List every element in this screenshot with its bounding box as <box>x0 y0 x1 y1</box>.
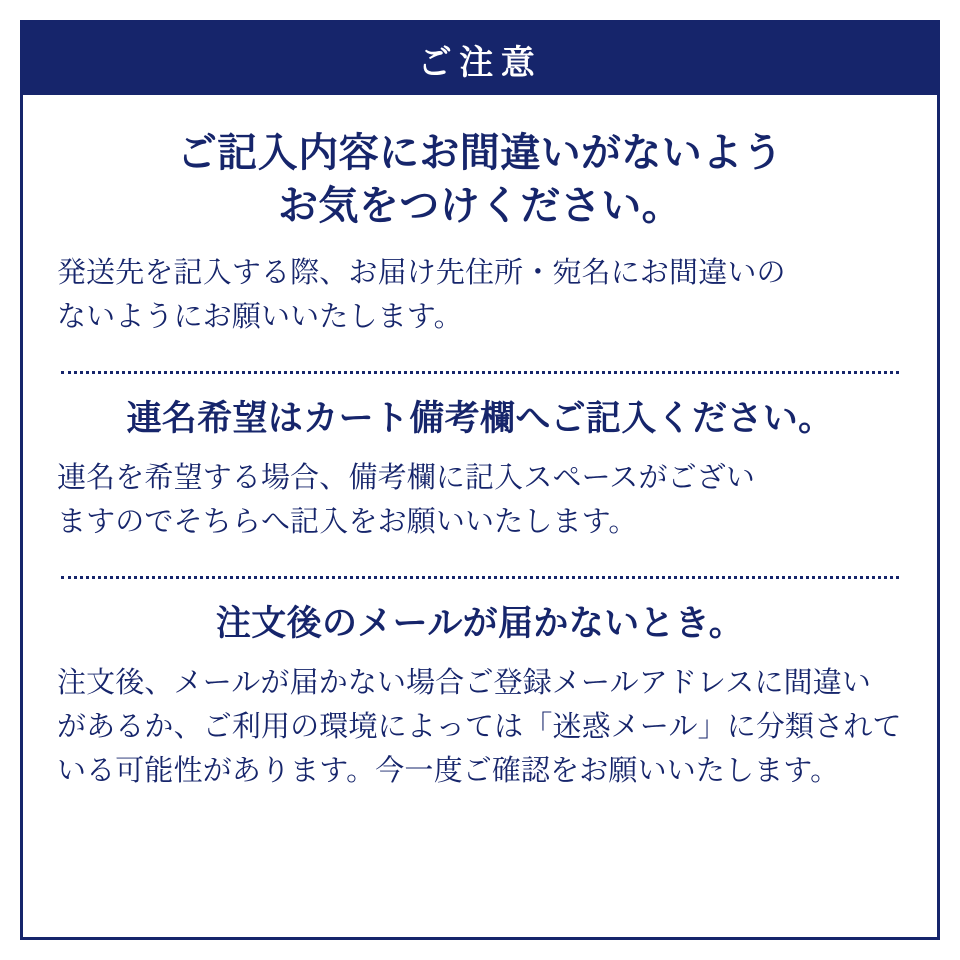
notice-title-bar <box>23 23 937 95</box>
section-body-joint-name <box>57 456 903 544</box>
notice-section-email <box>57 601 903 803</box>
notice-card <box>20 20 940 940</box>
body-line: 注文後、メールが届かない場合ご登録メールアドレスに間違い <box>57 667 872 700</box>
notice-content <box>23 95 937 814</box>
body-line: 連名を希望する場合、備考欄に記入スペースがござい <box>57 461 756 494</box>
heading-line: 注文後のメールが届かないとき。 <box>215 604 745 644</box>
heading-line: ご記入内容にお間違いがないよう <box>177 131 783 175</box>
body-line: 発送先を記入する際、お届け先住所・宛名にお間違いの <box>57 256 786 289</box>
section-heading-email <box>57 601 903 647</box>
heading-line: 連名希望はカート備考欄へご記入ください。 <box>126 398 834 438</box>
body-line: いる可能性があります。今一度ご確認をお願いいたします。 <box>57 755 840 788</box>
page-title: ご注意 <box>417 43 543 82</box>
section-heading-address <box>57 127 903 233</box>
section-divider <box>61 371 899 374</box>
body-line: ますのでそちらへ記入をお願いいたします。 <box>57 506 638 539</box>
section-divider <box>61 576 899 579</box>
notice-section-joint-name <box>57 396 903 554</box>
notice-section-address <box>57 127 903 349</box>
section-body-address <box>57 251 903 339</box>
section-heading-joint-name <box>57 396 903 442</box>
heading-line: お気をつけください。 <box>278 183 682 228</box>
body-line: ないようにお願いいたします。 <box>57 300 463 333</box>
section-body-email <box>57 661 903 793</box>
body-line: があるか、ご利用の環境によっては「迷惑メール」に分類されて <box>57 711 902 744</box>
